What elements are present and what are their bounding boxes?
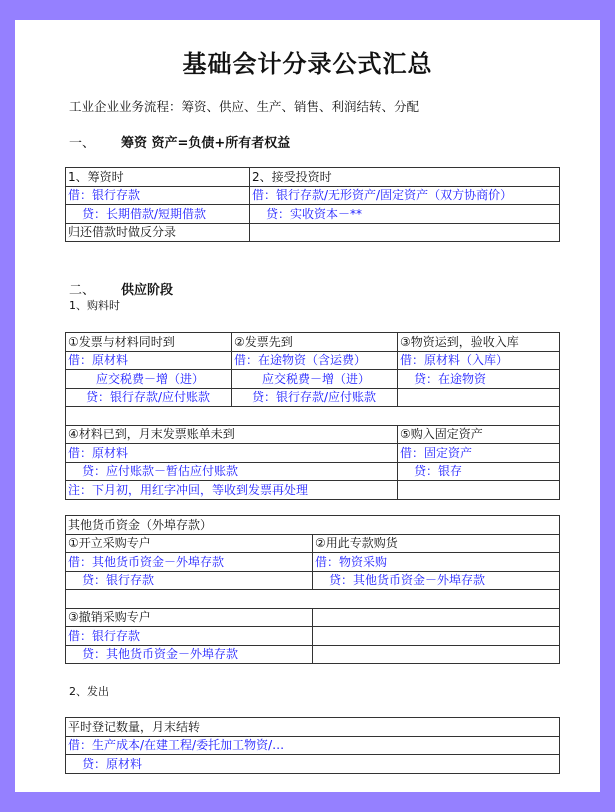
table-row (66, 223, 560, 242)
table-row (66, 168, 560, 187)
table-row (66, 186, 560, 205)
header-cell: 平时登记数量，月末结转 (66, 718, 560, 737)
header-cell: ②用此专款购货 (313, 534, 560, 553)
credit-entry: 贷：长期借款/短期借款 (66, 205, 250, 224)
debit-entry: 借：原材料 (66, 444, 398, 463)
header-cell: 其他货币资金（外埠存款） (66, 516, 560, 535)
table-row (66, 425, 560, 444)
header-cell: ③物资运到，验收入库 (398, 333, 560, 352)
credit-entry: 贷：应付账款－暂估应付账款 (66, 462, 398, 481)
credit-entry: 贷：其他货币资金－外埠存款 (313, 571, 560, 590)
debit-entry: 借：生产成本/在建工程/委托加工物资/… (66, 736, 560, 755)
document-page (15, 20, 600, 792)
credit-entry: 贷：原材料 (66, 755, 560, 774)
note-cell: 归还借款时做反分录 (66, 223, 250, 242)
debit-entry: 借：物资采购 (313, 553, 560, 572)
credit-entry: 贷：实收资本－** (250, 205, 560, 224)
section-title: 供应阶段 (121, 283, 174, 298)
table-row (66, 736, 560, 755)
empty-cell (313, 645, 560, 664)
table-row (66, 462, 560, 481)
debit-entry: 应交税费－增（进） (232, 370, 398, 389)
issue-table (65, 717, 560, 774)
empty-cell (313, 627, 560, 646)
document-title: 基础会计分录公式汇总 (182, 49, 433, 78)
table-row (66, 590, 560, 609)
empty-cell (313, 608, 560, 627)
table-row (66, 333, 560, 352)
table-row (66, 571, 560, 590)
table-row (66, 407, 560, 426)
debit-entry: 借：银行存款 (66, 627, 313, 646)
debit-entry: 借：银行存款 (66, 186, 250, 205)
table-row (66, 388, 560, 407)
credit-entry: 贷：银行存款 (66, 571, 313, 590)
header-cell: 2、接受投资时 (250, 168, 560, 187)
table-row (66, 608, 560, 627)
debit-entry: 借：固定资产 (398, 444, 560, 463)
header-cell: ④材料已到，月末发票账单未到 (66, 425, 398, 444)
empty-cell (398, 481, 560, 500)
table-row (66, 645, 560, 664)
section-number: 二、 (69, 283, 96, 298)
header-cell: ①发票与材料同时到 (66, 333, 232, 352)
debit-entry: 借：原材料（入库） (398, 351, 560, 370)
table-row (66, 481, 560, 500)
credit-entry: 贷：银行存款/应付账款 (232, 388, 398, 407)
debit-entry: 应交税费－增（进） (66, 370, 232, 389)
debit-entry: 借：其他货币资金－外埠存款 (66, 553, 313, 572)
section-heading-financing (69, 132, 290, 151)
table-row (66, 370, 560, 389)
debit-entry: 借：在途物资（含运费） (232, 351, 398, 370)
table-row (66, 351, 560, 370)
section-number: 一、 (69, 136, 96, 151)
table-row (66, 553, 560, 572)
credit-entry: 贷：在途物资 (398, 370, 560, 389)
table-row (66, 205, 560, 224)
empty-cell (398, 388, 560, 407)
debit-entry: 借：银行存款/无形资产/固定资产（双方协商价） (250, 186, 560, 205)
credit-entry: 贷：银存 (398, 462, 560, 481)
table-row (66, 718, 560, 737)
note-cell (250, 223, 560, 242)
table-row (66, 534, 560, 553)
intro-text: 工业企业业务流程：筹资、供应、生产、销售、利润结转、分配 (69, 99, 420, 114)
financing-table (65, 167, 560, 242)
header-cell: ⑤购入固定资产 (398, 425, 560, 444)
subheading-issue: 2、发出 (69, 685, 109, 698)
other-funds-table (65, 515, 560, 664)
header-cell: ②发票先到 (232, 333, 398, 352)
section-heading-supply (69, 279, 173, 298)
header-cell: 1、筹资时 (66, 168, 250, 187)
spacer-cell (66, 407, 560, 426)
purchase-table (65, 332, 560, 500)
subheading-purchase: 1、购料时 (69, 299, 120, 312)
section-title: 筹资 资产=负债+所有者权益 (121, 136, 291, 151)
credit-entry: 贷：其他货币资金－外埠存款 (66, 645, 313, 664)
debit-entry: 借：原材料 (66, 351, 232, 370)
credit-entry: 贷：银行存款/应付账款 (66, 388, 232, 407)
table-row (66, 516, 560, 535)
header-cell: ①开立采购专户 (66, 534, 313, 553)
note-cell: 注：下月初，用红字冲回，等收到发票再处理 (66, 481, 398, 500)
table-row (66, 755, 560, 774)
spacer-cell (66, 590, 560, 609)
table-row (66, 627, 560, 646)
header-cell: ③撤销采购专户 (66, 608, 313, 627)
table-row (66, 444, 560, 463)
